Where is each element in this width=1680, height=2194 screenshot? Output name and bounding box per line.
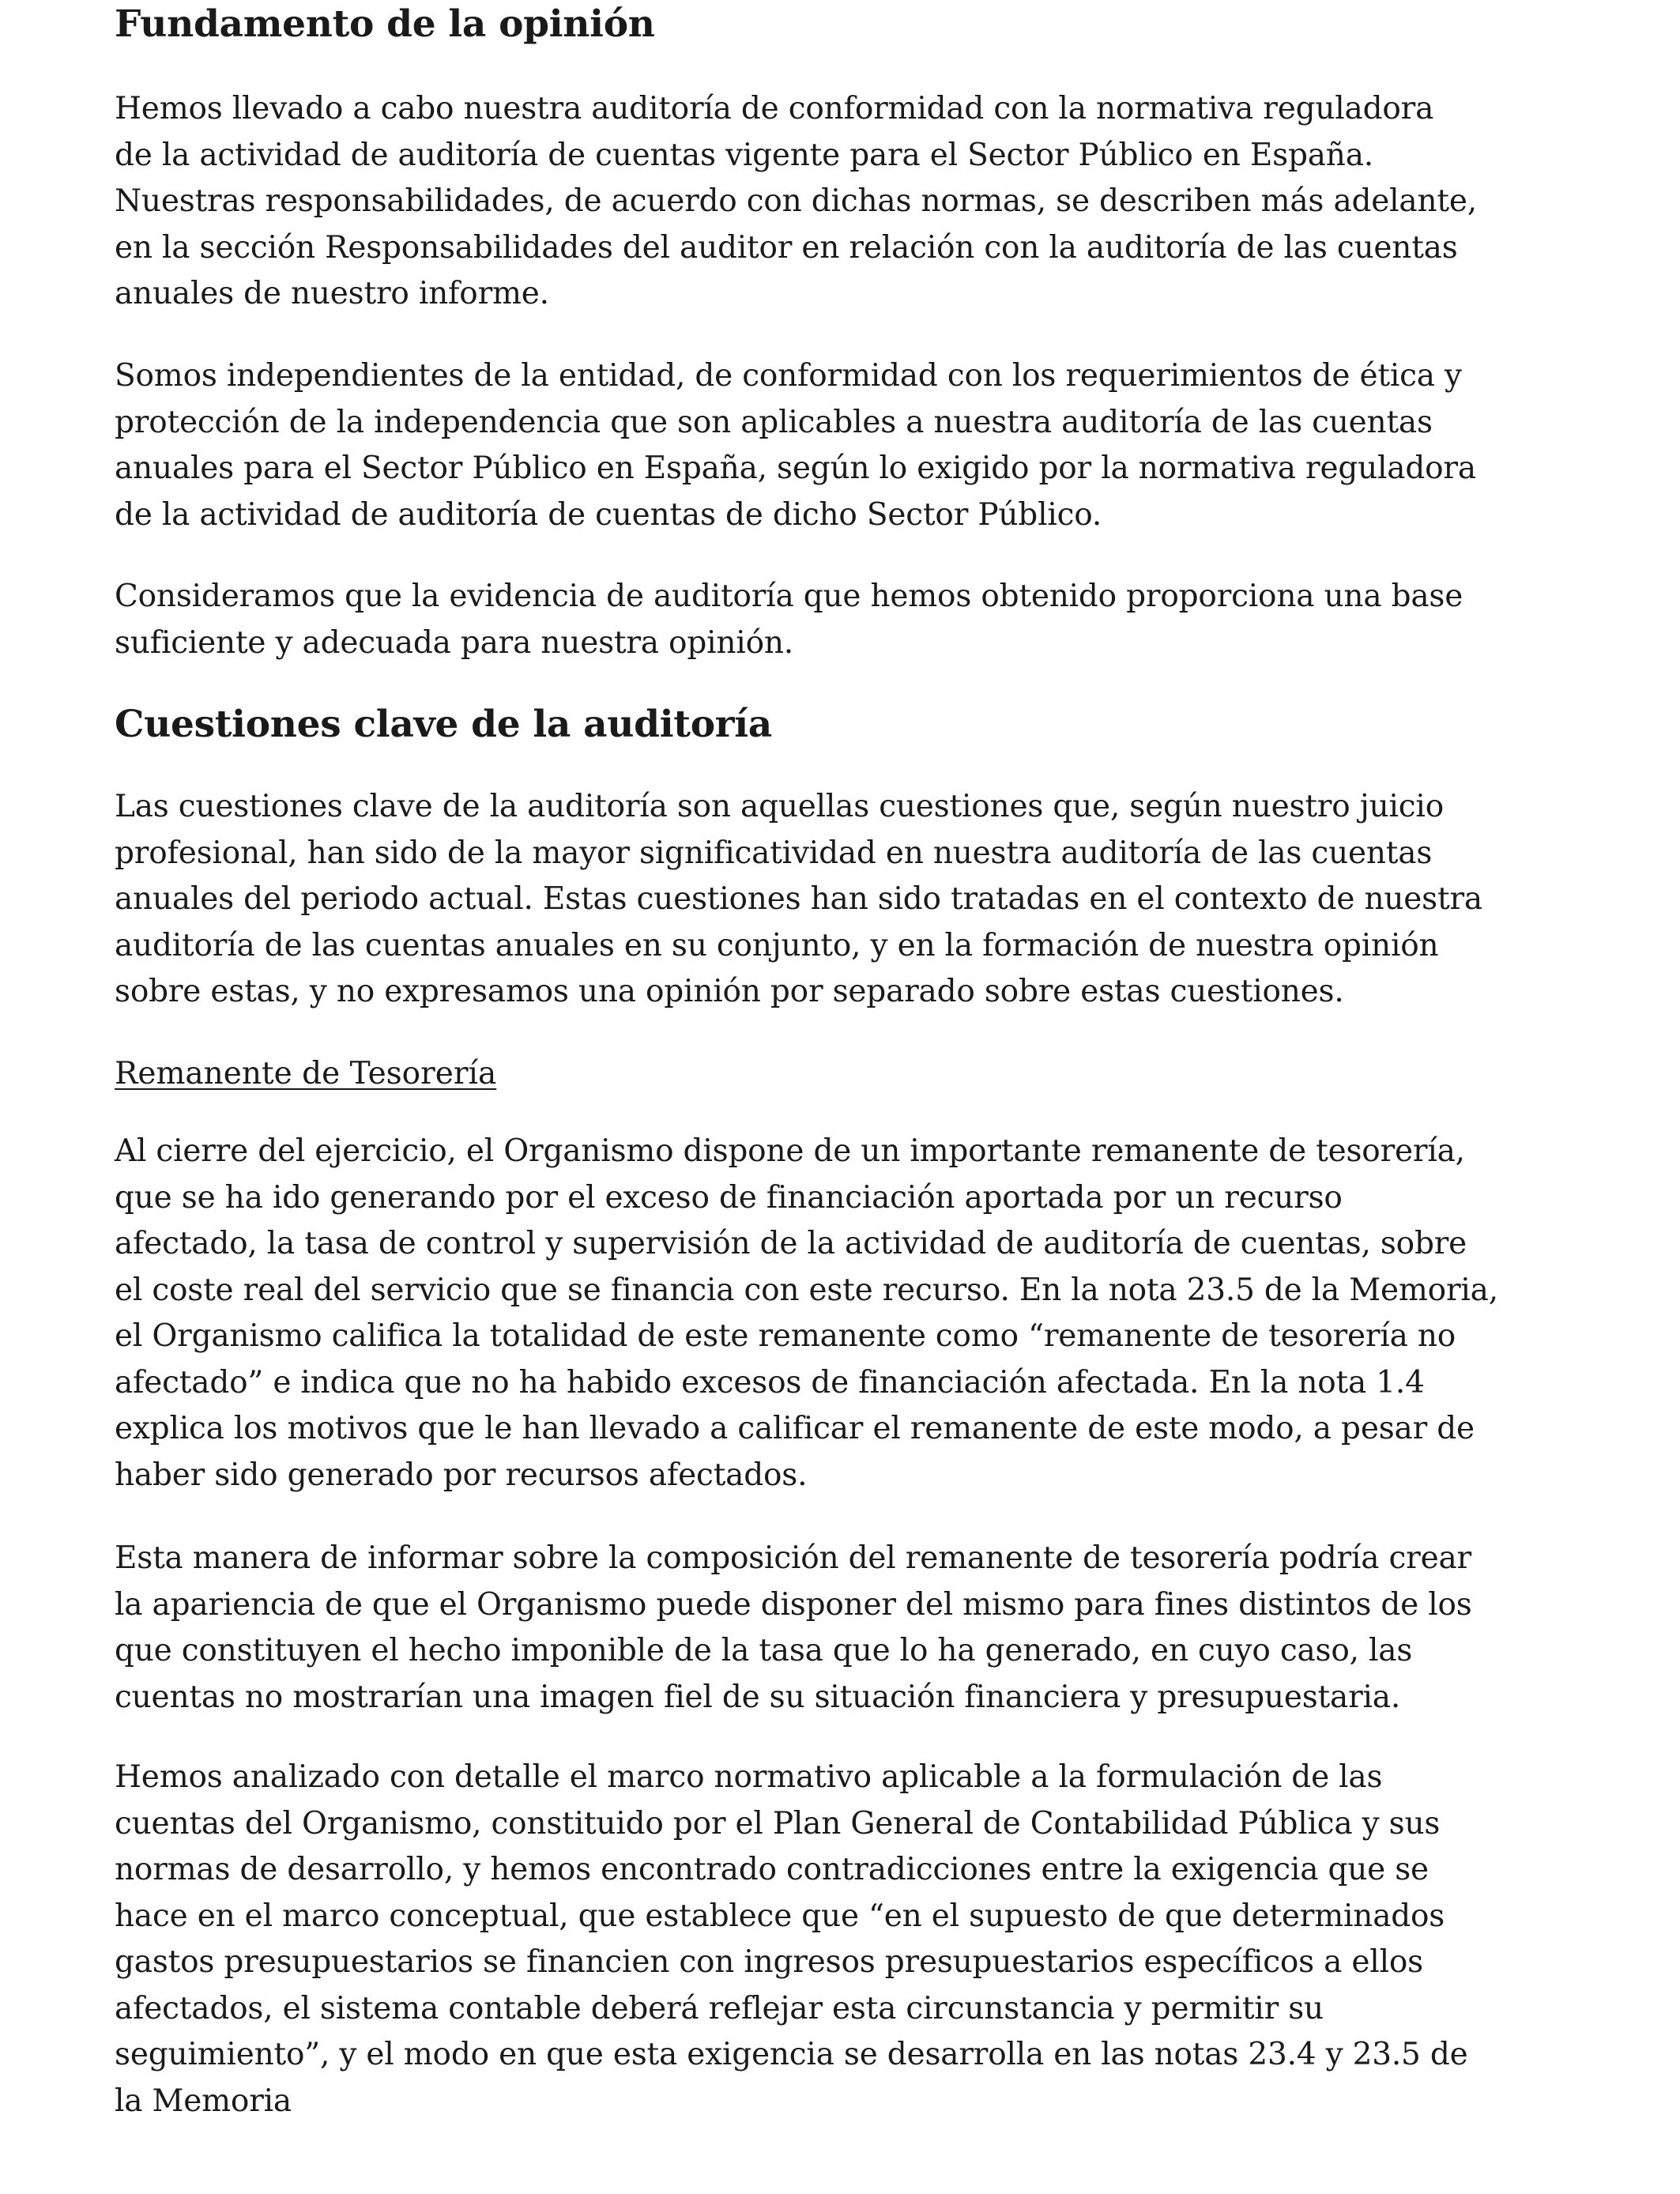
text-line: explica los motivos que le han llevado a calificar el remanente de este modo, a pesar de xyxy=(115,1411,1475,1446)
text-line: Las cuestiones clave de la auditoría son aquellas cuestiones que, según nuestro juicio xyxy=(115,789,1444,824)
text-line: gastos presupuestarios se financien con ingresos presupuestarios específicos a ellos xyxy=(115,1944,1423,1980)
text-line: Hemos llevado a cabo nuestra auditoría de conformidad con la normativa reguladora xyxy=(115,91,1434,126)
text-line: el Organismo califica la totalidad de este remanente como “remanente de tesorería no xyxy=(115,1318,1456,1354)
text-line: protección de la independencia que son aplicables a nuestra auditoría de las cuentas xyxy=(115,404,1433,440)
text-line: que se ha ido generando por el exceso de financiación aportada por un recurso xyxy=(115,1179,1343,1216)
text-line: profesional, han sido de la mayor significatividad en nuestra auditoría de las cuentas xyxy=(115,835,1433,871)
paragraph-3 xyxy=(115,574,1463,666)
text-line: seguimiento”, y el modo en que esta exigencia se desarrolla en las notas 23.4 y 23.5 de xyxy=(115,2037,1468,2072)
text-line: el coste real del servicio que se financia con este recurso. En la nota 23.5 de la Memoria, xyxy=(115,1272,1498,1308)
heading-fundamento: Fundamento de la opinión xyxy=(115,2,655,46)
text-line: que constituyen el hecho imponible de la tasa que lo ha generado, en cuyo caso, las xyxy=(115,1633,1413,1668)
text-line: Hemos analizado con detalle el marco normativo aplicable a la formulación de las xyxy=(115,1759,1383,1795)
text-line: anuales del periodo actual. Estas cuestiones han sido tratadas en el contexto de nuestra xyxy=(115,881,1482,917)
text-line: cuentas del Organismo, constituido por el Plan General de Contabilidad Pública y sus xyxy=(115,1805,1441,1842)
text-line: suficiente y adecuada para nuestra opinión. xyxy=(115,624,793,661)
paragraph-1 xyxy=(115,86,1477,318)
text-line: normas de desarrollo, y hemos encontrado contradicciones entre la exigencia que se xyxy=(115,1852,1429,1887)
text-line: de la actividad de auditoría de cuentas de dicho Sector Público. xyxy=(115,496,1102,533)
text-line: afectados, el sistema contable deberá reflejar esta circunstancia y permitir su xyxy=(115,1990,1324,2026)
text-line: Consideramos que la evidencia de auditoría que hemos obtenido proporciona una base xyxy=(115,579,1463,614)
paragraph-4 xyxy=(115,784,1482,1016)
paragraph-6 xyxy=(115,1536,1472,1721)
text-line: Nuestras responsabilidades, de acuerdo con dichas normas, se describen más adelante, xyxy=(115,183,1477,219)
text-line: anuales para el Sector Público en España, según lo exigido por la normativa reguladora xyxy=(115,450,1476,486)
text-line: Somos independientes de la entidad, de conformidad con los requerimientos de ética y xyxy=(115,358,1462,394)
subheading-remanente: Remanente de Tesorería xyxy=(115,1056,497,1091)
text-line: afectado” e indica que no ha habido excesos de financiación afectada. En la nota 1.4 xyxy=(115,1364,1425,1400)
text-line: de la actividad de auditoría de cuentas vigente para el Sector Público en España. xyxy=(115,137,1373,173)
paragraph-5 xyxy=(115,1129,1498,1498)
text-line: Al cierre del ejercicio, el Organismo dispone de un importante remanente de tesorería, xyxy=(115,1133,1465,1169)
text-line: en la sección Responsabilidades del auditor en relación con la auditoría de las cuentas xyxy=(115,229,1458,266)
text-line: la Memoria xyxy=(115,2083,292,2119)
text-line: sobre estas, y no expresamos una opinión por separado sobre estas cuestiones. xyxy=(115,974,1344,1009)
text-line: auditoría de las cuentas anuales en su conjunto, y en la formación de nuestra opinión xyxy=(115,927,1439,963)
text-line: Esta manera de informar sobre la composición del remanente de tesorería podría crear xyxy=(115,1540,1471,1576)
paragraph-7 xyxy=(115,1755,1467,2124)
text-line: cuentas no mostrarían una imagen fiel de su situación financiera y presupuestaria. xyxy=(115,1679,1401,1715)
paragraph-2 xyxy=(115,353,1476,538)
text-line: la apariencia de que el Organismo puede disponer del mismo para fines distintos de los xyxy=(115,1586,1472,1623)
text-line: afectado, la tasa de control y supervisión de la actividad de auditoría de cuentas, sobre xyxy=(115,1226,1467,1261)
heading-cuestiones-clave: Cuestiones clave de la auditoría xyxy=(115,703,772,746)
text-line: hace en el marco conceptual, que establece que “en el supuesto de que determinados xyxy=(115,1898,1445,1934)
text-line: haber sido generado por recursos afectados. xyxy=(115,1457,808,1493)
text-line: anuales de nuestro informe. xyxy=(115,276,549,311)
